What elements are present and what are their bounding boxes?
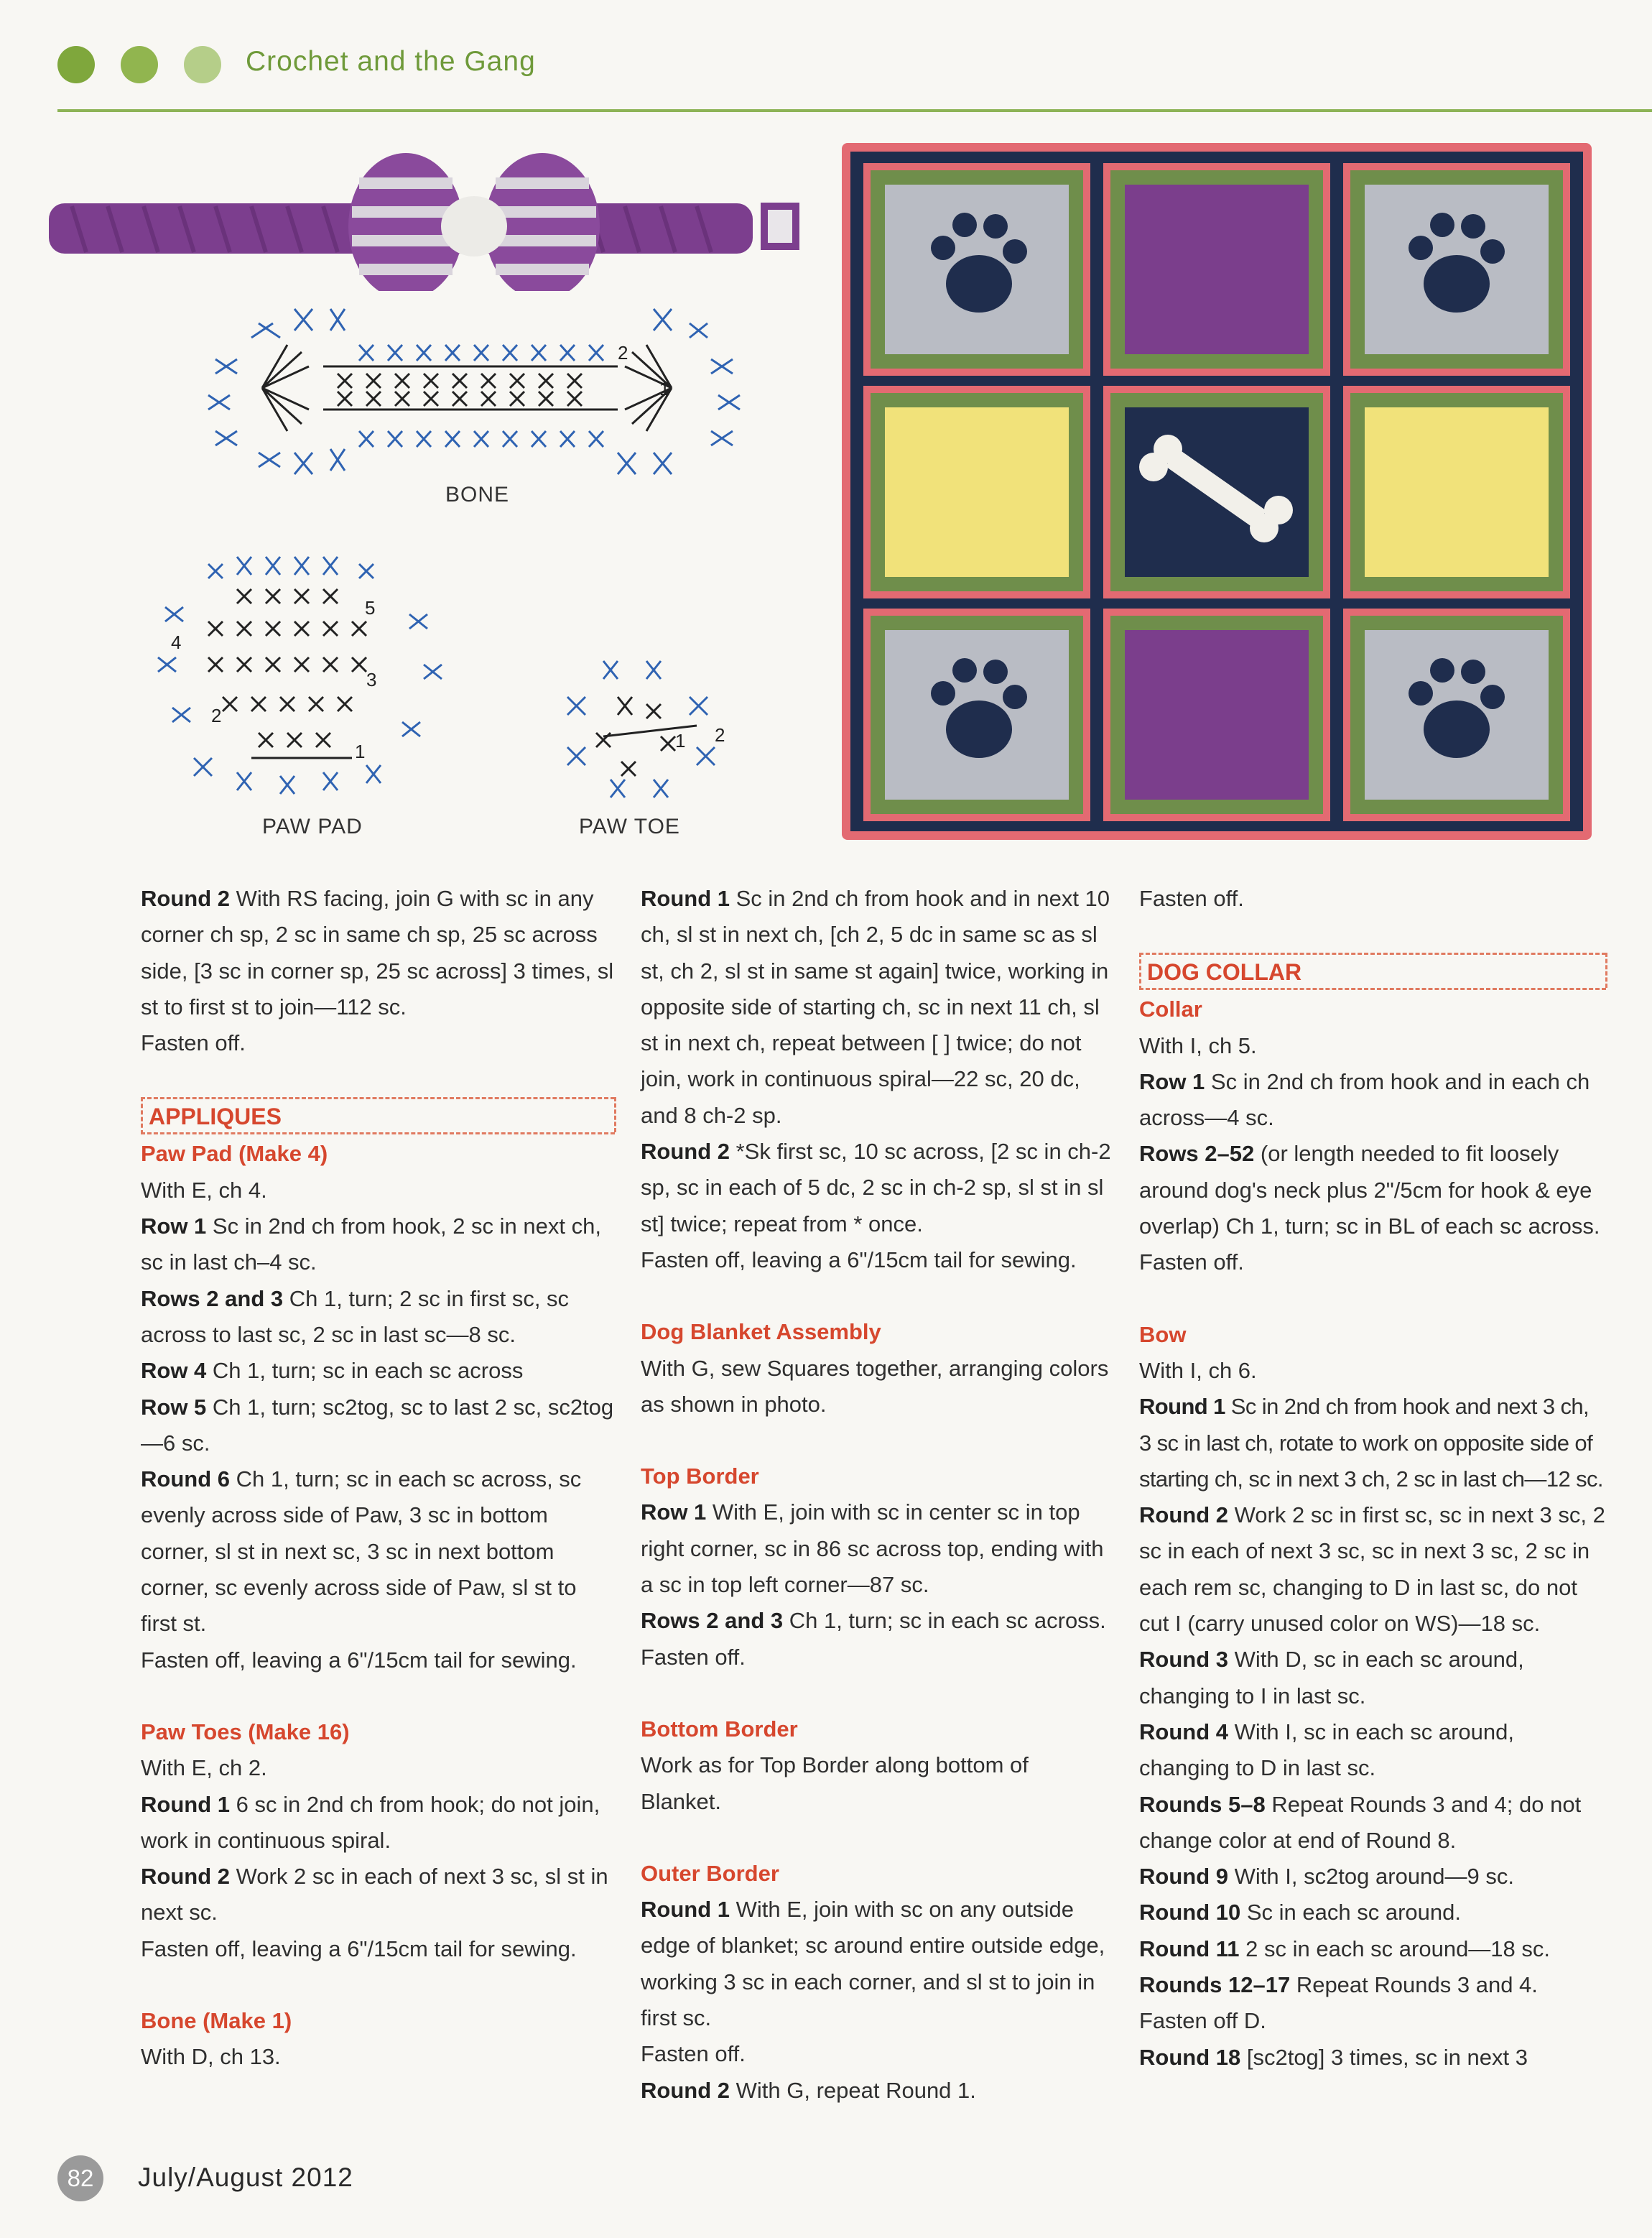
paragraph: Fasten off. xyxy=(641,1644,746,1670)
row-number: 2 xyxy=(715,724,725,746)
paragraph: Round 18 [sc2tog] 3 times, sc in next 3 xyxy=(1139,2044,1528,2070)
subheading-bow: Bow xyxy=(1139,1321,1187,1347)
subheading-bottom-border: Bottom Border xyxy=(641,1716,798,1742)
paragraph: Round 2 Work 2 sc in each of next 3 sc, sl st in next sc. xyxy=(141,1864,608,1925)
row-number: 2 xyxy=(211,705,222,726)
paragraph: Fasten off, leaving a 6"/15cm tail for sewing. xyxy=(141,1647,577,1673)
paragraph: Round 4 With I, sc in each sc around, changing to D in last sc. xyxy=(1139,1719,1515,1781)
paragraph: Round 1 Sc in 2nd ch from hook and next 3 ch, 3 sc in last ch, rotate to work on opposite side of starting ch, sc in next 3 ch, 2 sc in last ch—12 sc. xyxy=(1139,1394,1603,1492)
paragraph: Round 6 Ch 1, turn; sc in each sc across, sc evenly across side of Paw, 3 sc in bottom corner, sl st in next sc, 3 sc in next bottom corner, sc evenly across side of Paw, sl st to first st. xyxy=(141,1466,582,1637)
paragraph: With G, sew Squares together, arranging colors as shown in photo. xyxy=(641,1355,1109,1417)
subheading-paw-toes: Paw Toes (Make 16) xyxy=(141,1719,350,1744)
paragraph: With I, ch 5. xyxy=(1139,1032,1257,1058)
paw-pad-stitch-diagram xyxy=(151,542,496,819)
section-heading-appliques: APPLIQUES xyxy=(141,1097,615,1134)
paragraph: Rounds 5–8 Repeat Rounds 3 and 4; do not change color at end of Round 8. xyxy=(1139,1791,1582,1853)
green-dot-icon xyxy=(184,46,221,83)
section-heading-dog-collar: DOG COLLAR xyxy=(1139,953,1606,990)
bone-label: BONE xyxy=(445,483,510,507)
paragraph: Fasten off. xyxy=(1139,1249,1244,1275)
subheading-top-border: Top Border xyxy=(641,1464,759,1489)
green-dot-icon xyxy=(57,46,95,83)
paw-toe-stitch-diagram xyxy=(553,647,740,819)
subheading-bone: Bone (Make 1) xyxy=(141,2008,292,2034)
header-rule xyxy=(57,109,1652,112)
paragraph: Round 2 With RS facing, join G with sc in any corner ch sp, 2 sc in same ch sp, 25 sc across side, [3 sc in corner sp, 25 sc across] 3 times, sl st to first st to join—112 sc. xyxy=(141,886,614,1019)
row-number: 4 xyxy=(171,632,182,653)
green-dot-icon xyxy=(121,46,158,83)
paragraph: Round 11 2 sc in each sc around—18 sc. xyxy=(1139,1936,1551,1961)
subheading-paw-pad: Paw Pad (Make 4) xyxy=(141,1141,328,1167)
paragraph: Round 2 With G, repeat Round 1. xyxy=(641,2077,976,2103)
paragraph: With I, ch 6. xyxy=(1139,1357,1257,1383)
row-number: 1 xyxy=(675,730,686,752)
paragraph: Round 2 *Sk first sc, 10 sc across, [2 sc in ch-2 sp, sc in each of 5 dc, 2 sc in ch-2 sp, sl st in sl st] twice; repeat from * once. xyxy=(641,1139,1111,1236)
paragraph: Row 4 Ch 1, turn; sc in each sc across xyxy=(141,1358,524,1384)
row-number: 1 xyxy=(355,741,366,762)
paragraph: Round 1 With E, join with sc on any outside edge of blanket; sc around entire outside edge, working 3 sc in each corner, and sl st to join in first sc. xyxy=(641,1897,1105,2031)
paragraph: Round 10 Sc in each sc around. xyxy=(1139,1900,1461,1925)
row-number: 3 xyxy=(366,669,377,690)
paragraph: Row 5 Ch 1, turn; sc2tog, sc to last 2 sc, sc2tog—6 sc. xyxy=(141,1394,614,1456)
paragraph: Round 3 With D, sc in each sc around, changing to I in last sc. xyxy=(1139,1647,1524,1708)
running-header xyxy=(57,42,1623,106)
paragraph: Round 1 6 sc in 2nd ch from hook; do not join, work in continuous spiral. xyxy=(141,1791,600,1853)
paw-pad-label: PAW PAD xyxy=(262,815,363,838)
row-number: 1 xyxy=(659,378,670,399)
paragraph: Rows 2 and 3 Ch 1, turn; 2 sc in first sc, sc across to last sc, 2 sc in last sc—8 sc. xyxy=(141,1285,570,1347)
dog-collar-photo xyxy=(43,140,804,291)
paragraph: Round 1 Sc in 2nd ch from hook and in next 10 ch, sl st in next ch, [ch 2, 5 dc in same sc as sl st, ch 2, sl st in same st again] twice, working in opposite side of starting ch, sc in next 11 ch, sl st in next ch, repeat between [ ] twice; do not join, work in continuous spiral—22 sc, 20 dc, and 8 ch-2 sp. xyxy=(641,886,1110,1128)
paragraph: Fasten off D. xyxy=(1139,2008,1266,2034)
text-column-1 xyxy=(141,881,615,2076)
paragraph: Fasten off. xyxy=(1139,886,1244,911)
paragraph: Fasten off. xyxy=(141,1030,246,1056)
row-number: 5 xyxy=(365,597,376,619)
paragraph: With E, ch 2. xyxy=(141,1755,267,1781)
paragraph: Row 1 Sc in 2nd ch from hook and in each ch across—4 sc. xyxy=(1139,1068,1590,1131)
text-column-3 xyxy=(1139,881,1606,2076)
paragraph: Row 1 With E, join with sc in center sc in top right corner, sc in 86 sc across top, ending with a sc in top left corner—87 sc. xyxy=(641,1499,1104,1598)
paragraph: With E, ch 4. xyxy=(141,1177,267,1203)
paragraph: With D, ch 13. xyxy=(141,2044,281,2070)
paragraph: Rounds 12–17 Repeat Rounds 3 and 4. xyxy=(1139,1972,1538,1998)
paragraph: Work as for Top Border along bottom of Blanket. xyxy=(641,1752,1029,1814)
subheading-collar: Collar xyxy=(1139,997,1202,1022)
subheading-outer-border: Outer Border xyxy=(641,1860,779,1886)
dog-blanket-photo xyxy=(839,140,1595,843)
paragraph: Round 9 With I, sc2tog around—9 sc. xyxy=(1139,1864,1515,1890)
paragraph: Fasten off. xyxy=(641,2041,746,2067)
paragraph: Round 2 Work 2 sc in first sc, sc in next 3 sc, 2 sc in each of next 3 sc, sc in next 3 sc, 2 sc in each rem sc, changing to D in last sc, do not cut I (carry unused color on WS)—18 sc. xyxy=(1139,1502,1605,1637)
page-number: 82 xyxy=(57,2155,103,2201)
paragraph: Fasten off, leaving a 6"/15cm tail for sewing. xyxy=(141,1936,577,1961)
bone-stitch-diagram xyxy=(194,295,754,485)
running-head-title: Crochet and the Gang xyxy=(246,46,536,77)
paragraph: Rows 2 and 3 Ch 1, turn; sc in each sc across. xyxy=(641,1608,1106,1634)
text-column-2 xyxy=(641,881,1115,2109)
row-number: 2 xyxy=(618,342,628,364)
paragraph: Rows 2–52 (or length needed to fit loosely around dog's neck plus 2"/5cm for hook & eye overlap) Ch 1, turn; sc in BL of each sc across. xyxy=(1139,1141,1600,1239)
paragraph: Row 1 Sc in 2nd ch from hook, 2 sc in next ch, sc in last ch–4 sc. xyxy=(141,1213,601,1275)
paw-toe-label: PAW TOE xyxy=(579,815,680,838)
paragraph: Fasten off, leaving a 6"/15cm tail for sewing. xyxy=(641,1247,1077,1272)
subheading-assembly: Dog Blanket Assembly xyxy=(641,1319,881,1345)
issue-date: July/August 2012 xyxy=(138,2163,353,2192)
